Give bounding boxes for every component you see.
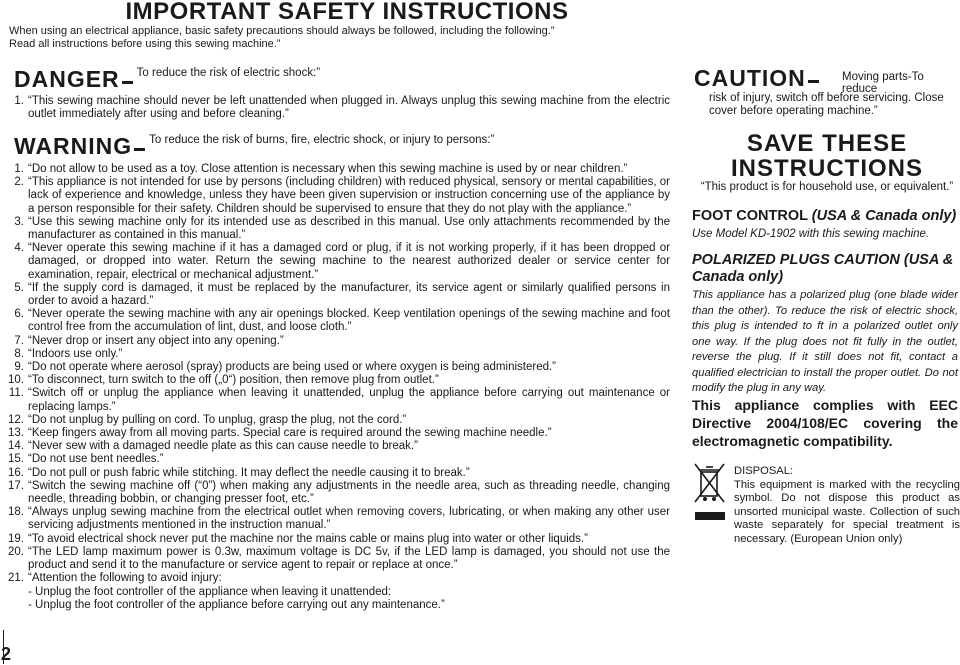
item-text: “Do not allow to be used as a toy. Close attention is necessary when this sewing machine is used by or near children.” bbox=[28, 163, 628, 175]
list-item bbox=[6, 480, 670, 506]
item-text: “To disconnect, turn switch to the off („0“) position, then remove plug from outlet.” bbox=[28, 374, 439, 387]
list-item bbox=[6, 348, 670, 361]
list-item bbox=[6, 387, 670, 413]
foot-heading: FOOT CONTROL bbox=[692, 208, 812, 224]
polarized-heading: POLARIZED PLUGS CAUTION (USA & Canada only) bbox=[692, 252, 954, 285]
foot-text: Use Model KD-1902 with this sewing machine. bbox=[692, 228, 930, 240]
danger-list bbox=[6, 95, 670, 121]
save-note: “This product is for household use, or equivalent.” bbox=[700, 181, 954, 193]
caution-text: risk of injury, switch off before servicing. Close cover before operating machine.” bbox=[709, 92, 944, 117]
foot-control-section bbox=[692, 208, 960, 241]
disposal-section bbox=[734, 465, 960, 547]
list-item bbox=[6, 427, 670, 440]
list-item bbox=[6, 163, 670, 176]
page-title: IMPORTANT SAFETY INSTRUCTIONS bbox=[125, 0, 569, 25]
page-number: 2 bbox=[1, 644, 12, 664]
item-number: 12. bbox=[8, 413, 24, 426]
list-item bbox=[6, 176, 670, 216]
intro bbox=[9, 25, 689, 51]
caution-heading: CAUTION bbox=[694, 65, 806, 91]
item-text: “Switch the sewing machine off (“0”) when making any adjustments in the needle area, such as threading needle, changing needle, threading bobbin, or changing presser foot, etc.” bbox=[28, 479, 670, 506]
item-number: 10. bbox=[8, 374, 24, 387]
caution-dash bbox=[808, 80, 819, 83]
item-text: “To avoid electrical shock never put the machine nor the mains cable or mains plug into water or other liquids.” bbox=[28, 532, 588, 545]
list-item bbox=[6, 308, 670, 334]
item-text: “Never drop or insert any object into any opening.” bbox=[28, 334, 284, 347]
warning-section bbox=[14, 134, 684, 159]
item-number: 20. bbox=[8, 545, 24, 558]
item-number: 5. bbox=[14, 281, 24, 294]
list-item bbox=[6, 467, 670, 480]
list-item bbox=[6, 335, 670, 348]
item-number: 1. bbox=[14, 163, 24, 175]
warning-list bbox=[6, 163, 670, 612]
list-item bbox=[6, 453, 670, 466]
intro-line: When using an electrical appliance, basic safety precautions should always be followed, including the following.” bbox=[9, 25, 555, 37]
item-number: 3. bbox=[14, 215, 24, 228]
item-text: “Use this sewing machine only for its intended use as described in this manual. Use only attachments recommended by the manufacturer as contained in this manual.” bbox=[28, 215, 670, 242]
intro-line: Read all instructions before using this sewing machine.” bbox=[9, 38, 281, 50]
item-text: “Do not unplug by pulling on cord. To unplug, grasp the plug, not the cord.” bbox=[28, 413, 407, 426]
danger-heading: DANGER bbox=[14, 66, 120, 92]
foot-heading-region: (USA & Canada only) bbox=[811, 208, 957, 224]
disposal-heading: DISPOSAL: bbox=[734, 465, 794, 477]
list-item bbox=[6, 95, 670, 121]
item-number: 7. bbox=[14, 334, 24, 347]
item-number: 18. bbox=[8, 506, 24, 519]
sub-item: - Unplug the foot controller of the appliance before carrying out any maintenance.” bbox=[28, 598, 445, 611]
item-text: “If the supply cord is damaged, it must be replaced by the manufacturer, its service agent or similarly qualified persons in order to avoid a hazard.” bbox=[28, 281, 670, 308]
list-item bbox=[6, 533, 670, 546]
item-text: “This appliance is not intended for use by persons (including children) with reduced physical, sensory or mental capabilities, or lack of experience and knowledge, unless they have been given supervision or instruction concerning use of the appliance by a person responsible for their safety. Children should be supervised to ensure that they do not play with the appliance.” bbox=[28, 176, 670, 215]
item-text: “Switch off or unplug the appliance when leaving it unattended, unplug the appliance before carrying out maintenance or replacing lamps.” bbox=[28, 387, 670, 413]
item-number: 9. bbox=[14, 361, 24, 374]
polarized-section bbox=[692, 252, 958, 397]
danger-subtitle: To reduce the risk of electric shock:” bbox=[136, 67, 321, 79]
item-number: 8. bbox=[14, 347, 24, 360]
save-line2: INSTRUCTIONS bbox=[731, 155, 923, 182]
item-number: 4. bbox=[14, 242, 24, 255]
item-text: “Attention the following to avoid injury: bbox=[28, 572, 222, 585]
warning-heading: WARNING bbox=[14, 133, 133, 159]
list-item bbox=[6, 506, 670, 532]
eec-statement: This appliance complies with EEC Directive 2004/108/EC covering the electromagnetic compatibility. bbox=[692, 397, 958, 449]
item-number: 15. bbox=[8, 453, 24, 466]
polarized-text: This appliance has a polarized plug (one blade wider than the other). To reduce the risk of electric shock, this plug is intended to ft in a polarized outlet only one way. If the plug does not fit fully in the outlet, reverse the plug. If it still does not fit, contact a qualified electrician to install the proper outlet. Do not modify the plug in any way. bbox=[692, 289, 958, 394]
caution-section bbox=[694, 66, 960, 118]
list-item bbox=[6, 546, 670, 572]
crossed-out-wheeled-bin-icon bbox=[694, 462, 726, 524]
item-number: 14. bbox=[8, 440, 24, 453]
item-text: “Do not use bent needles.” bbox=[28, 453, 164, 466]
item-number: 13. bbox=[8, 427, 24, 440]
list-item bbox=[6, 572, 670, 585]
item-text: “Never sew with a damaged needle plate as this can cause needle to break.” bbox=[28, 440, 418, 453]
item-number: 11. bbox=[8, 387, 24, 400]
save-line1: SAVE THESE bbox=[746, 130, 908, 157]
sub-item: - Unplug the foot controller of the appliance when leaving it unattended: bbox=[28, 585, 392, 598]
item-text: “Keep fingers away from all moving parts. Special care is required around the sewing machine needle.” bbox=[28, 427, 552, 440]
item-number: 6. bbox=[14, 308, 24, 321]
list-item bbox=[6, 414, 670, 427]
disposal-text: This equipment is marked with the recycling symbol. Do not dispose this product as unsorted municipal waste. Collection of such waste separately for special treatment is necessary. (European Union only) bbox=[734, 478, 960, 545]
list-item bbox=[6, 374, 670, 387]
list-item bbox=[6, 282, 670, 308]
item-number: 16. bbox=[8, 466, 24, 479]
item-number: 21. bbox=[8, 572, 24, 585]
save-section bbox=[694, 131, 960, 194]
list-item bbox=[6, 361, 670, 374]
danger-section bbox=[14, 67, 684, 94]
list-item bbox=[6, 216, 670, 242]
item-text: “Never operate this sewing machine if it has a damaged cord or plug, if it is not working properly, if it has been dropped or damaged, or dropped into water. Return the sewing machine to the nearest authorized dealer or service center for examination, repair, electrical or mechanical adjustment.” bbox=[28, 242, 670, 281]
item-text: “This sewing machine should never be left unattended when plugged in. Always unplug this sewing machine from the electric outlet immediately after using and before cleaning.” bbox=[28, 95, 670, 121]
item-number: 17. bbox=[8, 479, 24, 492]
caution-inline: Moving parts-To reduce bbox=[842, 71, 924, 95]
item-number: 1. bbox=[14, 95, 24, 107]
warning-dash bbox=[134, 148, 145, 151]
item-text: “Indoors use only.” bbox=[28, 347, 123, 360]
item-number: 2. bbox=[14, 176, 24, 189]
item-text: “Always unplug sewing machine from the electrical outlet when removing covers, lubricating, or when making any other user servicing adjustments mentioned in the instruction manual.” bbox=[28, 506, 670, 532]
list-item bbox=[6, 242, 670, 282]
item-number: 19. bbox=[8, 532, 24, 545]
warning-subtitle: To reduce the risk of burns, fire, electric shock, or injury to persons:” bbox=[149, 134, 495, 146]
item-text: “Do not operate where aerosol (spray) products are being used or where oxygen is being administered.” bbox=[28, 361, 557, 374]
danger-dash bbox=[122, 81, 133, 84]
item-text: “The LED lamp maximum power is 0.3w, maximum voltage is DC 5v, if the LED lamp is damaged, you should not use the product and send it to the manufacture or service agent to repair or replace at once.” bbox=[28, 545, 670, 572]
item-text: “Do not pull or push fabric while stitching. It may deflect the needle causing it to break.” bbox=[28, 466, 470, 479]
item-text: “Never operate the sewing machine with any air openings blocked. Keep ventilation openings of the sewing machine and foot control free from the accumulation of lint, dust, and loose cloth.” bbox=[28, 308, 670, 334]
list-item bbox=[6, 440, 670, 453]
